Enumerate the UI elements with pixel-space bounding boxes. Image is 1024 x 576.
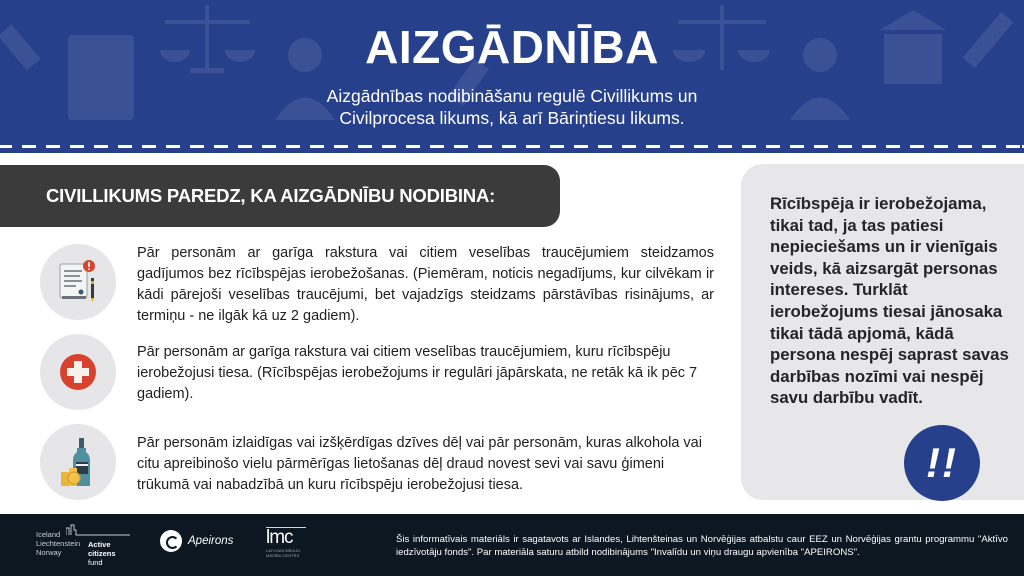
side-note-box (741, 164, 1024, 500)
dashed-divider (0, 145, 1024, 148)
apeirons-logo-text: Apeirons (188, 535, 234, 547)
urgent-document-icon (40, 244, 116, 320)
lmc-logo (266, 527, 306, 565)
logo-country: Iceland (36, 530, 61, 539)
logo-country: Liechtenstein (36, 539, 81, 548)
side-note-text: Rīcībspēja ir ierobežojama, tikai tad, ja tas patiesi nepieciešams un ir vienīgais veids, kā aizsargāt personas intereses. Turklāt ierobežojums tiesai jānosaka tikai tādā apjomā, kādā persona nespēj saprast savas darbības nozīmi vai nespēj savu darbību vadīt. (770, 194, 1009, 408)
section-heading: CIVILLIKUMS PAREDZ, KA AIZGĀDNĪBU NODIBINA: (46, 185, 496, 206)
section-heading-bar (0, 165, 560, 227)
eea-grants-logo (36, 528, 131, 567)
apeirons-logo (160, 530, 233, 552)
subtitle-line: Civilprocesa likums, kā arī Bāriņtiesu likums. (339, 108, 685, 128)
double-exclamation-icon (904, 425, 980, 501)
logo-country: Norway (36, 548, 62, 557)
footer (0, 514, 1024, 576)
fund-line1: Active (88, 540, 111, 549)
funding-disclaimer: Šis informatīvais materiāls ir sagatavots ar Islandes, Lihtenšteinas un Norvēģijas atbalstu caur EEZ un Norvēģijas grantu programmu "Aktīvo iedzīvotāju fonds". Par materiāla saturu atbild nodibinājums "Invalīdu un viņu draugu apvienība "APEIRONS". (396, 534, 1008, 558)
page-title: AIZGĀDNĪBA (365, 21, 659, 73)
bottle-and-coins-icon (40, 424, 116, 500)
page-subtitle (0, 85, 1024, 129)
subtitle-line: Aizgādnības nodibināšanu regulē Civillikums un (326, 86, 698, 106)
medical-cross-icon (40, 334, 116, 410)
fund-line2-bold: citizens (88, 549, 116, 558)
lmc-mark: lmc (266, 527, 306, 548)
item-text: Pār personām ar garīga rakstura vai citiem veselības traucējumiem steidzamos gadījumos bez rīcībspējas ierobežošanas. (Piemēram, noticis negadījums, kur cilvēkam ir kādi pārejoši veselības traucējumi, bet vajadzīgs steidzams pārstāvības risinājums, ar termiņu - ne ilgāk kā uz 2 gadiem). (137, 245, 714, 324)
item-text: Pār personām ar garīga rakstura vai citiem veselības traucējumiem, kuru rīcībspēju ierobežojusi tiesa. (Rīcībspējas ierobežojums ir regulāri jāpārskata, ne retāk kā ik pēc 7 gadiem). (137, 344, 698, 402)
apeirons-swirl-icon (160, 530, 182, 552)
lmc-subtitle: MĀCĪBU CENTRS (266, 553, 300, 558)
skyline-icon (66, 524, 130, 536)
item-text: Pār personām izlaidīgas vai izšķērdīgas dzīves dēļ vai pār personām, kuras alkohola vai citu apreibinošo vielu pārmērīgas lietošanas dēļ draud novest sevi vai savu ģimeni trūkumā vai nabadzībā un kuru rīcībspēju ierobežojusi tiesa. (137, 435, 702, 493)
alert-symbol: !! (926, 439, 958, 486)
fund-line2-rest: fund (88, 558, 103, 567)
lmc-subtitle: LATVIJAS MEDIJU (266, 548, 301, 553)
header-banner (0, 0, 1024, 153)
